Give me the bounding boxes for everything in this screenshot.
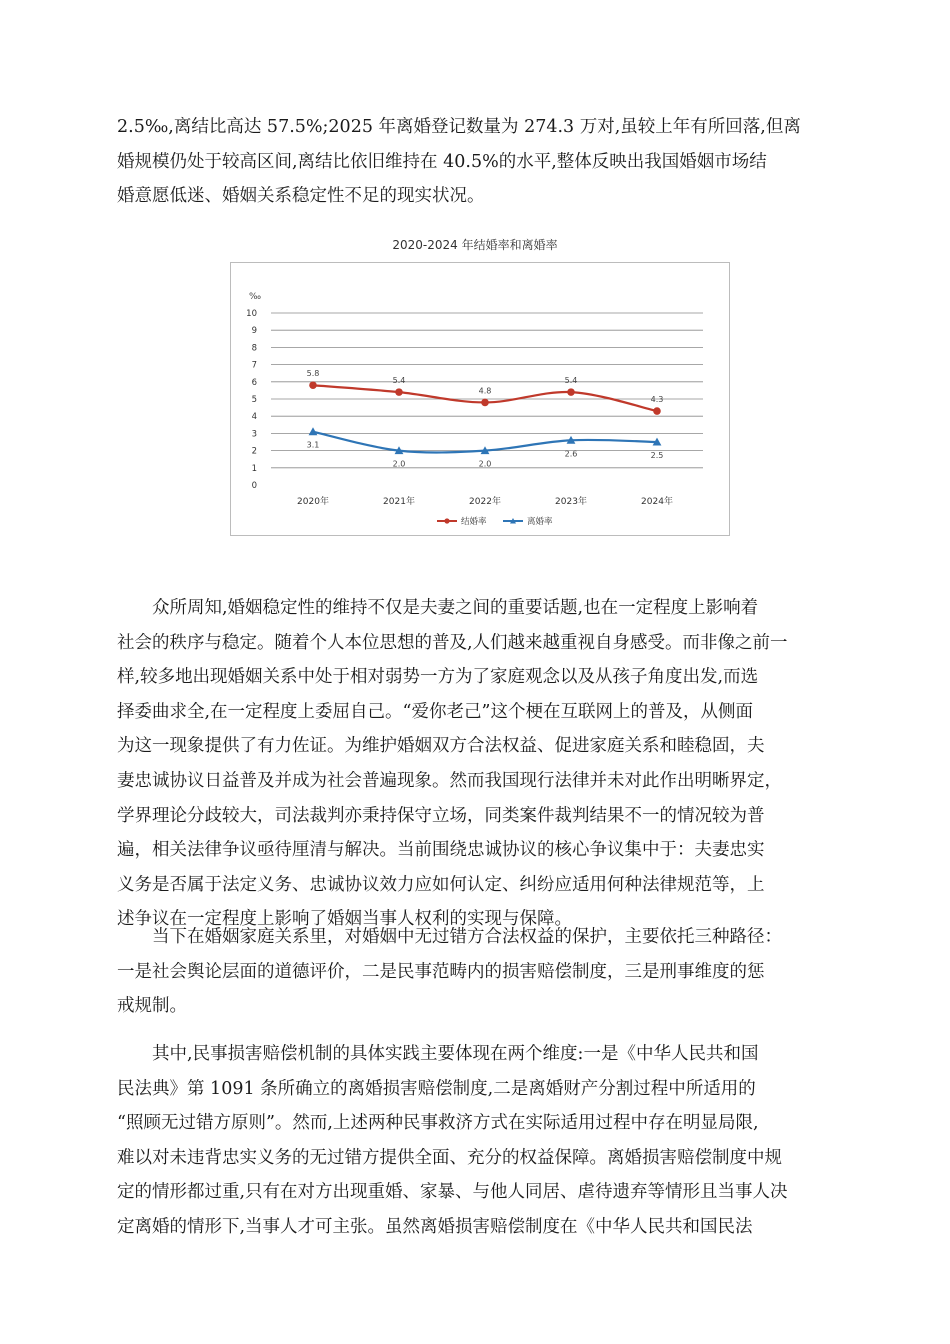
data-point (309, 381, 317, 389)
x-tick-label: 2023年 (555, 497, 587, 507)
paragraph-4 (117, 1037, 829, 1245)
paragraph-line: 学界理论分歧较大，司法裁判亦秉持保守立场，同类案件裁判结果不一的情况较为普 (117, 805, 765, 826)
paragraph-line: 婚意愿低迷、婚姻关系稳定性不足的现实状况。 (117, 186, 485, 207)
data-label: 2.0 (392, 459, 406, 469)
x-tick-labels (297, 495, 673, 507)
paragraph-line: 述争议在一定程度上影响了婚姻当事人权利的实现与保障。 (117, 909, 572, 930)
paragraph-3 (117, 920, 829, 1024)
data-point (309, 427, 318, 435)
data-label: 3.1 (306, 440, 320, 450)
y-tick-label: 1 (251, 463, 257, 474)
paragraph-line: 婚规模仍处于较高区间,离结比依旧维持在 40.5%的水平,整体反映出我国婚姻市场结 (117, 151, 767, 172)
chart-title: 2020-2024 年结婚率和离婚率 (392, 238, 558, 252)
y-tick-label: 0 (251, 481, 257, 491)
chart-frame (230, 262, 730, 536)
paragraph-line: 定离婚的情形下,当事人才可主张。虽然离婚损害赔偿制度在《中华人民共和国民法 (117, 1216, 753, 1237)
y-tick-label: 10 (246, 309, 257, 319)
data-label: 4.3 (650, 395, 664, 405)
paragraph-line: 样,较多地出现婚姻关系中处于相对弱势一方为了家庭观念以及从孩子角度出发,而选 (117, 667, 759, 688)
paragraph-line: 为这一现象提供了有力佐证。为维护婚姻双方合法权益、促进家庭关系和睦稳固，夫 (117, 736, 765, 757)
x-tick-label: 2020年 (297, 497, 329, 507)
data-point (481, 399, 489, 407)
y-tick-label: 5 (251, 395, 257, 405)
paragraph-line: 义务是否属于法定义务、忠诚协议效力应如何认定、纠纷应适用何种法律规范等，上 (117, 874, 765, 895)
legend-label: 离婚率 (527, 517, 553, 527)
legend-marker (444, 518, 449, 523)
legend (437, 516, 553, 527)
y-tick-label: 7 (251, 360, 257, 371)
paragraph-line: 其中,民事损害赔偿机制的具体实践主要体现在两个维度:一是《中华人民共和国 (152, 1044, 759, 1064)
paragraph-2 (117, 591, 829, 937)
data-label: 4.8 (478, 386, 492, 396)
paragraph-line: 2.5‰,离结比高达 57.5%;2025 年离婚登记数量为 274.3 万对,虽较上年有所回落,但离 (117, 117, 801, 137)
paragraph-line: 定的情形都过重,只有在对方出现重婚、家暴、与他人同居、虐待遗弃等情形且当事人决 (117, 1182, 788, 1203)
y-tick-label: 8 (251, 343, 257, 354)
y-unit-label: ‰ (249, 292, 262, 302)
data-point (395, 388, 403, 396)
x-tick-label: 2024年 (641, 497, 673, 507)
x-tick-label: 2022年 (469, 497, 501, 507)
y-tick-label: 9 (251, 326, 257, 337)
data-label: 5.4 (564, 376, 578, 386)
paragraph-line: 择委曲求全,在一定程度上委屈自己。“爱你老己”这个梗在互联网上的普及，从侧面 (117, 701, 753, 722)
data-point (567, 388, 575, 396)
paragraph-line: 遍，相关法律争议亟待厘清与解决。当前围绕忠诚协议的核心争议集中于：夫妻忠实 (117, 840, 765, 861)
data-label: 2.0 (478, 459, 492, 469)
data-label: 2.5 (650, 451, 664, 460)
data-label: 5.8 (306, 369, 320, 379)
paragraph-line: 众所周知,婚姻稳定性的维持不仅是夫妻之间的重要话题,也在一定程度上影响着 (152, 598, 759, 618)
y-tick-label: 4 (251, 412, 257, 423)
data-label: 5.4 (392, 376, 406, 386)
data-point (653, 407, 661, 415)
paragraph-1 (117, 110, 829, 214)
paragraph-line: 当下在婚姻家庭关系里，对婚姻中无过错方合法权益的保护，主要依托三种路径： (152, 927, 782, 947)
paragraph-line: 民法典》第 1091 条所确立的离婚损害赔偿制度,二是离婚财产分割过程中所适用的 (117, 1078, 756, 1099)
paragraph-line: 一是社会舆论层面的道德评价，二是民事范畴内的损害赔偿制度，三是刑事维度的惩 (117, 961, 765, 982)
paragraph-line: 社会的秩序与稳定。随着个人本位思想的普及,人们越来越重视自身感受。而非像之前一 (117, 632, 788, 653)
y-tick-label: 6 (251, 377, 257, 388)
y-tick-label: 2 (251, 446, 257, 457)
line-chart (231, 263, 729, 535)
y-tick-label: 3 (251, 429, 257, 440)
paragraph-line: 戒规制。 (117, 996, 187, 1017)
paragraph-line: “照顾无过错方原则”。然而,上述两种民事救济方式在实际适用过程中存在明显局限, (117, 1113, 759, 1134)
data-label: 2.6 (564, 449, 578, 459)
paragraph-line: 妻忠诚协议日益普及并成为社会普遍现象。然而我国现行法律并未对此作出明晰界定， (117, 770, 782, 791)
paragraph-line: 难以对未违背忠实义务的无过错方提供全面、充分的权益保障。离婚损害赔偿制度中规 (117, 1147, 782, 1168)
legend-label: 结婚率 (461, 517, 487, 527)
x-tick-label: 2021年 (383, 497, 415, 507)
y-tick-labels (246, 309, 257, 491)
